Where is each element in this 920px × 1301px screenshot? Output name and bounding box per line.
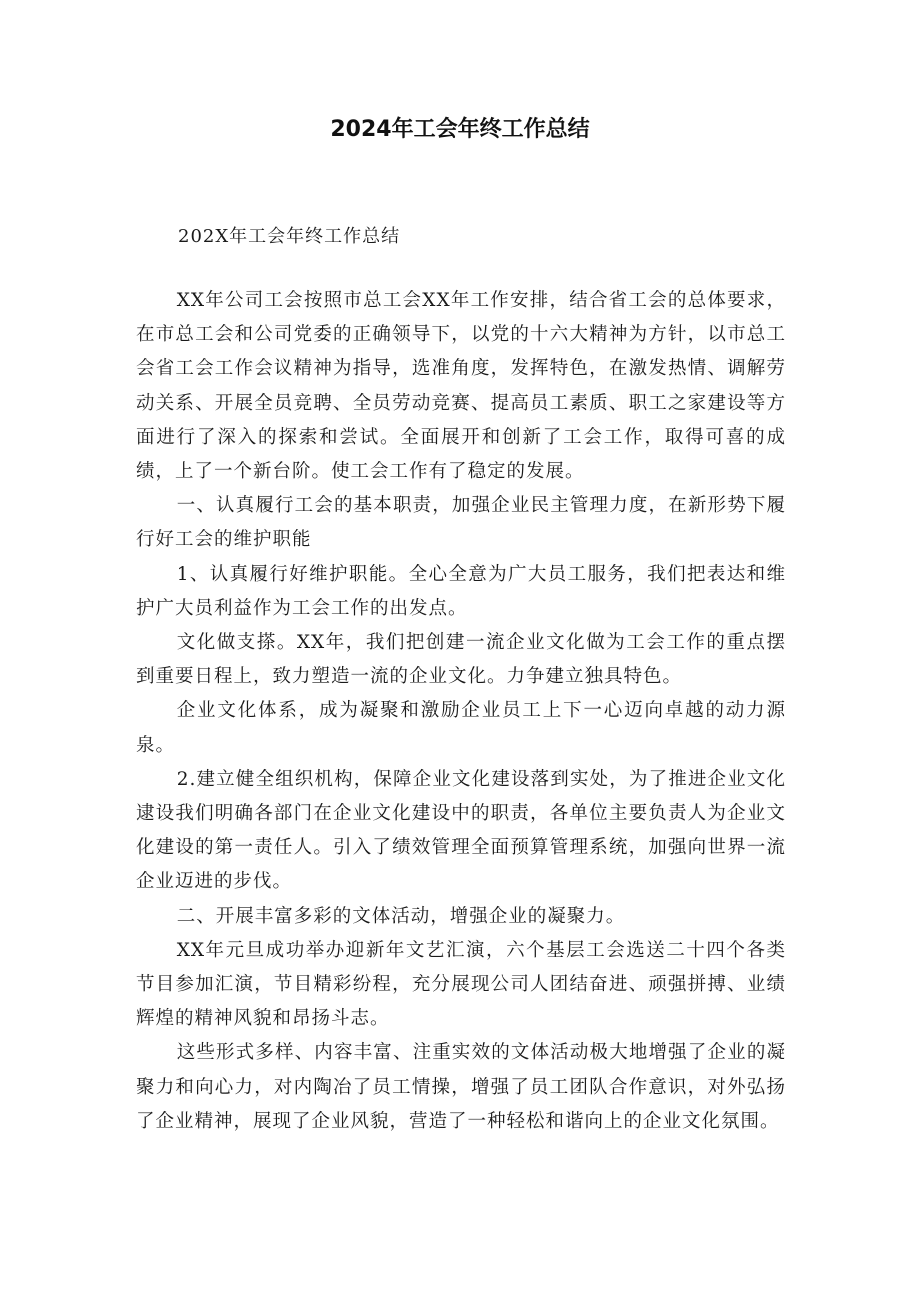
document-title: 2024年工会年终工作总结: [330, 117, 590, 142]
paragraph-culture-system: 企业文化体系，成为凝聚和激励企业员工上下一心迈向卓越的动力源泉。: [136, 700, 786, 756]
paragraph-item-2: 2.建立健全组织机构，保障企业文化建设落到实处，为了推进企业文化逮设我们明确各部门在企业文化建设中的职责，各单位主要负责人为企业文化建设的第一责任人。引入了绩效管理全面预算管理系统，加强向世界一流企业迈进的步伐。: [136, 768, 786, 893]
paragraph-section-1-heading: 一、认真履行工会的基本职责，加强企业民主管理力度，在新形势下履行好工会的维护职能: [136, 495, 786, 551]
paragraph-culture-support: 文化做支搽。XX年，我们把创建一流企业文化做为工会工作的重点摆到重要日程上，致力塑造一流的企业文化。力争建立独具特色。: [136, 632, 786, 688]
paragraph-item-1: 1、认真履行好维护职能。全心全意为广大员工服务，我们把表达和维护广大员利益作为工会工作的出发点。: [136, 563, 786, 619]
paragraph-intro: XX年公司工会按照市总工会XX年工作安排，结合省工会的总体要求，在市总工会和公司党委的正确领导下，以党的十六大精神为方针，以市总工会省工会工作会议精神为指导，选准角度，发挥特色，在激发热情、调解劳动关系、开展全员竞聘、全员劳动竞赛、提高员工素质、职工之家建设等方面进行了深入的探索和尝试。全面展开和创新了工会工作，取得可喜的成绩，上了一个新台阶。使工会工作有了稳定的发展。: [136, 290, 786, 483]
paragraph-section-2-heading: 二、开展丰富多彩的文体活动，增强企业的凝聚力。: [176, 905, 626, 927]
document-subtitle: 202X年工会年终工作总结: [178, 226, 401, 247]
paragraph-activities-summary: 这些形式多样、内容丰富、注重实效的文体活动极大地增强了企业的凝聚力和向心力，对内陶冶了员工情操，增强了员工团队合作意识，对外弘扬了企业精神，展现了企业风貌，营造了一种轻松和谐向上的企业文化氛围。: [136, 1042, 786, 1132]
paragraph-new-year-show: XX年元旦成功举办迎新年文艺汇演，六个基层工会选送二十四个各类节目参加汇演，节目精彩纷程，充分展现公司人团结奋进、顽强拼搏、业绩辉煌的精神风貌和昂扬斗志。: [136, 939, 786, 1030]
document-body: [136, 284, 786, 1139]
